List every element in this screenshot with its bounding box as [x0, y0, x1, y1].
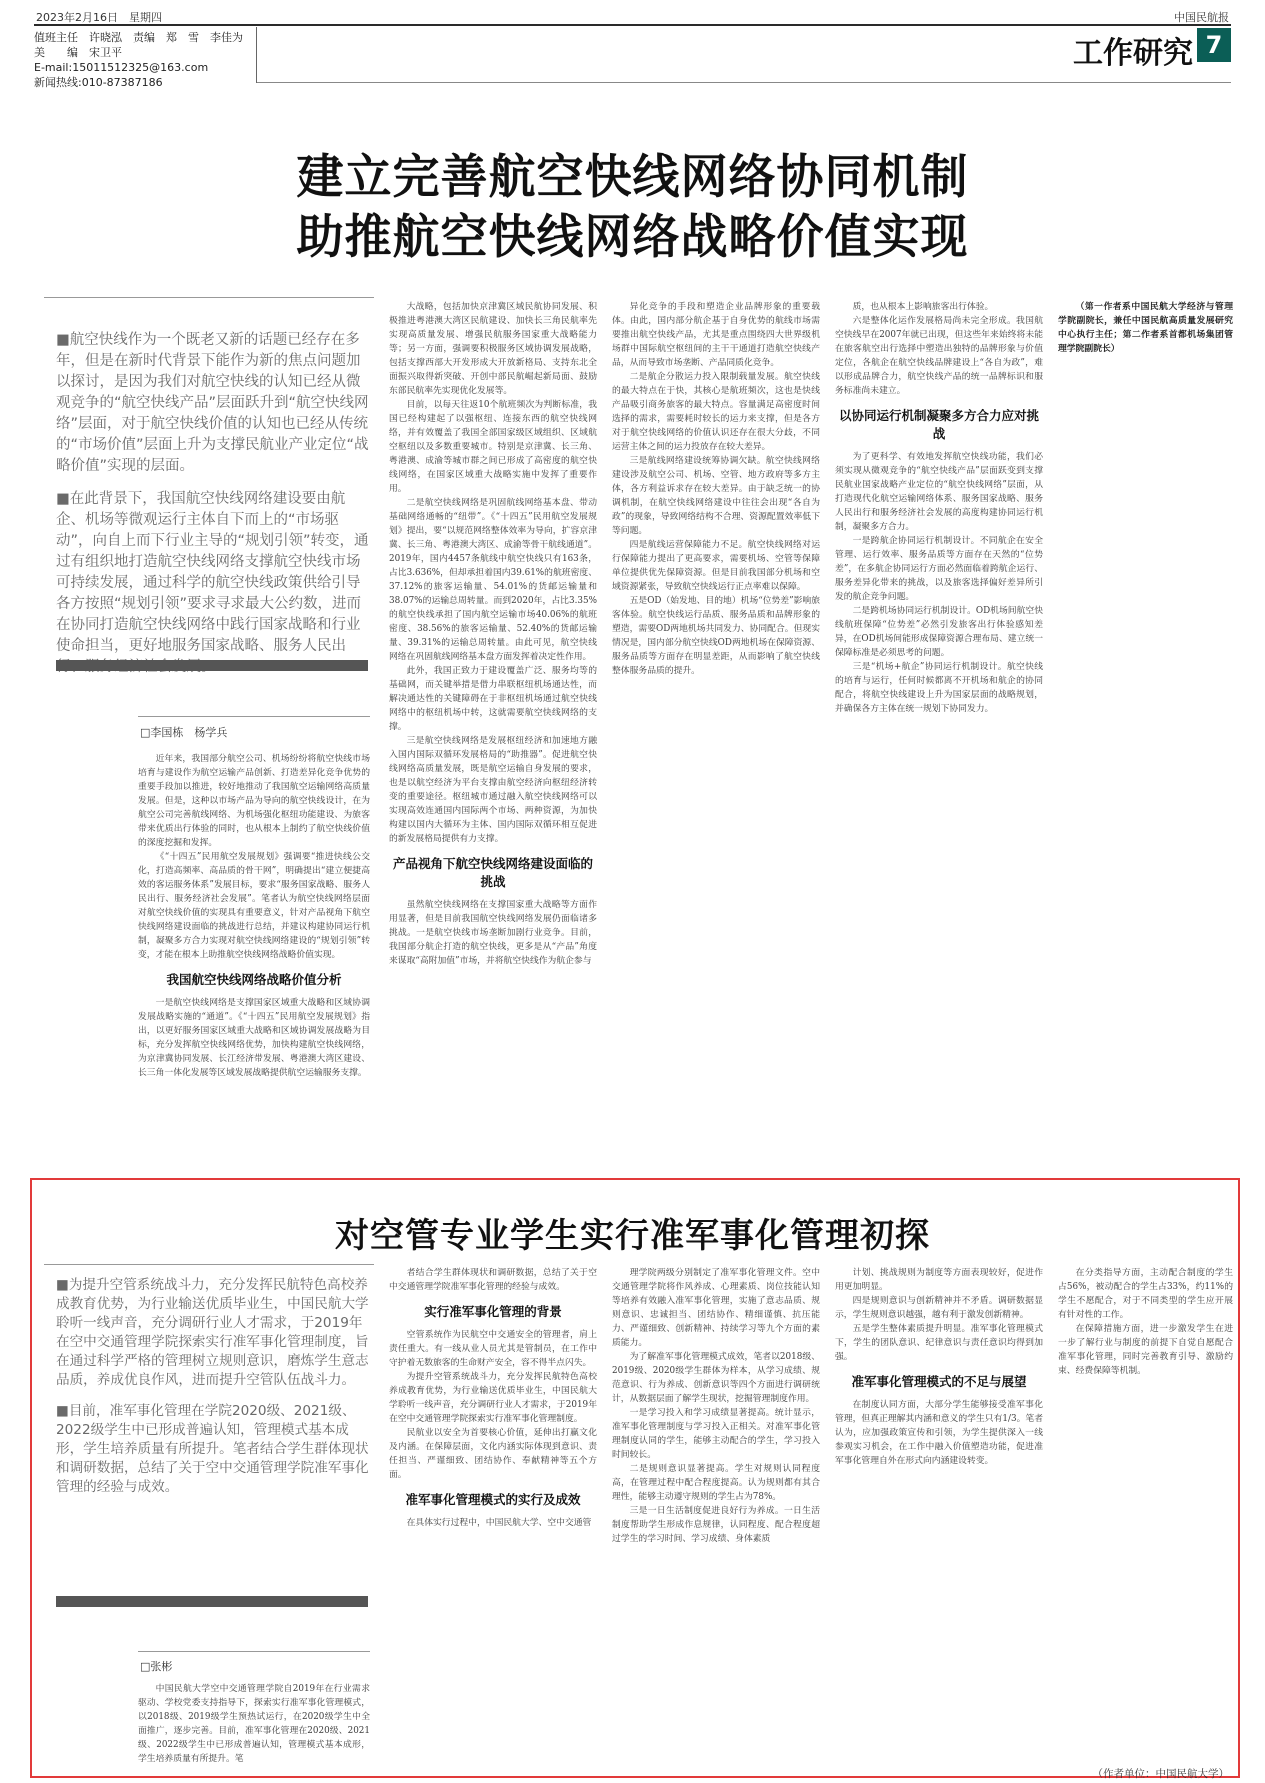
subheading: 准军事化管理模式的实行及成效 [405, 1492, 581, 1507]
body-paragraph: 大战略，包括加快京津冀区域民航协同发展、积极推进粤港澳大湾区民航建设、加快长三角民航率先实现高质量发展、增强民航服务国家重大战略能力等；另一方面，强调要积极服务区域协调发展战略，包括支撑西部大开发形成大开放新格局、支持东北全面振兴取得新突破、开创中部民航崛起新局面、鼓励东部民航率先实现优化发展等。 [389, 302, 597, 396]
body-paragraph: 此外，我国正致力于建设覆盖广泛、服务均等的基础网，而关键举措是借力串联枢纽机场通达性，而解决通达性的关键障碍在于非枢纽机场通过航空快线网络中的枢纽机场中转，这就需要航空快线网络的支撑。 [389, 666, 597, 732]
body-paragraph: 异化竞争的手段和塑造企业品牌形象的重要载体。由此，国内部分航企基于自身优势的航线市场需要推出航空快线产品，尤其是重点围绕四大世界级机场群中国际航空枢纽间的主干干通道打造航空快线产品，从而导致市场垄断、产品同质化竞争。 [612, 302, 820, 368]
body-paragraph: 六是整体化运作发展格局尚未完全形成。我国航空快线早在2007年就已出现，但这些年来始终将未能在旅客航空出行选择中塑造出独特的品牌形象与价值定位，各航企在航空快线品牌建设上“各自为政”，难以形成品牌合力，航空快线产品的统一品牌标识和服务标准尚未建立。 [835, 316, 1043, 396]
body-paragraph: 一是学习投入和学习成绩显著提高。统计显示，准军事化管理制度与学习投入正相关。对准军事化管理制度认同的学生，能够主动配合的学生，学习投入时间较长。 [612, 1408, 820, 1460]
subheading: 实行准军事化管理的背景 [424, 1304, 562, 1319]
body-paragraph: 五是学生整体素质提升明显。准军事化管理模式下，学生的团队意识、纪律意识与责任意识均得到加强。 [835, 1324, 1043, 1362]
article2-column-3 [612, 1266, 820, 1766]
article1-column-1 [138, 752, 370, 1162]
header-subrule [257, 82, 1231, 83]
article2-column-5 [1058, 1266, 1233, 1760]
body-paragraph: 在制度认同方面，大部分学生能够接受准军事化管理，但真正理解其内涵和意义的学生只有1/3。笔者认为，应加强政策宣传和引领，为学生提供深入一线参观实习机会，在工作中融入价值塑造功能，促进准军事化管理自外在形式向内涵建设转变。 [835, 1400, 1043, 1466]
header-divider [256, 27, 257, 83]
body-paragraph: 计划、挑战规则为制度等方面表现较好，促进作用更加明显。 [835, 1268, 1043, 1292]
subheading: 准军事化管理模式的不足与展望 [851, 1374, 1027, 1389]
lede-paragraph: ■航空快线作为一个既老又新的话题已经存在多年，但是在新时代背景下能作为新的焦点问题加以探讨，是因为我们对航空快线的认知已经从微观竞争的“航空快线产品”层面跃升到“航空快线网络”层面，对于航空快线价值的认知也已经从传统的“市场价值”层面上升为支撑民航业产业定位“战略价值”实现的层面。 [56, 332, 369, 474]
article2-title: 对空管专业学生实行准军事化管理初探 [335, 1216, 930, 1256]
body-paragraph: 五是OD（始发地、目的地）机场“位势差”影响旅客体验。航空快线运行品质、服务品质和品牌形象的塑造，需要OD两地机场共同发力、协同配合。但现实情况是，国内部分航空快线OD两地机场在保障资源、服务品质等方面存在明显差距，从而影响了航空快线整体服务品质的提升。 [612, 596, 820, 676]
article2-author-note: （作者单位：中国民航大学） [1092, 1768, 1229, 1780]
body-paragraph: 为了更科学、有效地发挥航空快线功能，我们必须实现从微观竞争的“航空快线产品”层面跃变到支撑民航业国家战略产业定位的“航空快线网络”层面，从打造现代化航空运输网络体系、服务国家战略、服务人民出行和服务经济社会发展的高度构建协同运行机制，凝聚多方合力。 [835, 452, 1043, 532]
body-paragraph: 四是航线运营保障能力不足。航空快线网络对运行保障能力提出了更高要求，需要机场、空管等保障单位提供优先保障资源。但是目前我国部分机场和空域资源紧张，导致航空快线运行正点率难以保障。 [612, 540, 820, 592]
body-paragraph: 二是跨机场协同运行机制设计。OD机场间航空快线航班保障“位势差”必然引发旅客出行体验感知差异，在OD机场间能形成保障资源合理布局、建立统一保障标准是必须思考的问题。 [835, 606, 1043, 658]
article1-lede [56, 330, 370, 690]
body-paragraph: 一是跨航企协同运行机制设计。不同航企在安全管理、运行效率、服务品质等方面存在天然的“位势差”，在多航企协同运行方面必然面临着跨航企运行、服务差异化带来的挑战，以及旅客选择偏好差异所引发的航企竞争问题。 [835, 536, 1043, 602]
body-paragraph: 三是一日生活制度促进良好行为养成。一日生活制度帮助学生形成作息规律，认同程度、配合程度超过学生的学习时间、学习成绩、身体素质 [612, 1506, 820, 1544]
body-paragraph: 三是航线网络建设统筹协调欠缺。航空快线网络建设涉及航空公司、机场、空管、地方政府等多方主体，各方利益诉求存在较大差异。由于缺乏统一的协调机制，在航空快线网络建设中往往会出现“各自为政”的现象，导致网络结构不合理、资源配置效率低下等问题。 [612, 456, 820, 536]
body-paragraph: 三是“机场+航企”协同运行机制设计。航空快线的培育与运行，任何时候都离不开机场和航企的协同配合，将航空快线建设上升为国家层面的战略规划，并确保各方主体在统一规划下协同发力。 [835, 662, 1043, 714]
article1-column-2 [389, 300, 597, 1162]
body-paragraph: 理学院两级分别制定了准军事化管理文件。空中交通管理学院将作风养成、心理素质、岗位技能认知等培养有效融入准军事化管理，实施了意志品质、规则意识、忠诚担当、团结协作、精细谨慎、抗压能力、严谨细致、创新精神、持续学习等九个方面的素质能力。 [612, 1268, 820, 1348]
body-paragraph: 中国民航大学空中交通管理学院自2019年在行业需求驱动、学校党委支持指导下，探索实行准军事化管理模式，以2018级、2019级学生预热试运行，在2020级学生中全面推广，逐步完善。目前，准军事化管理在2020级、2021级、2022级学生中已形成普遍认知，管理模式基本成形，学生培养质量有所提升。笔 [138, 1684, 370, 1764]
paper-name: 中国民航报 [1174, 11, 1229, 24]
article2-byline: □张彬 [140, 1660, 173, 1673]
page-number-badge: 7 [1197, 28, 1231, 62]
article1-title-line1: 建立完善航空快线网络协同机制 [296, 150, 969, 205]
body-paragraph: 一是航空快线网络是支撑国家区域重大战略和区域协调发展战略实施的“通道”。《“十四五”民用航空发展规划》指出，以更好服务国家区域重大战略和区域协调发展战略为目标，充分发挥航空快线网络优势，加快构建航空快线网络，为京津冀协同发展、长江经济带发展、粤港澳大湾区建设、长三角一体化发展等区域发展战略提供航空运输服务支撑。 [138, 998, 370, 1078]
article1-byline: □李国栋 杨学兵 [140, 726, 228, 739]
subheading: 我国航空快线网络战略价值分析 [166, 972, 342, 987]
header-rule [34, 24, 1231, 26]
article2-lede [56, 1276, 372, 1509]
lede-paragraph: ■目前，准军事化管理在学院2020级、2021级、2022级学生中已形成普遍认知，管理模式基本成形，学生培养质量有所提升。笔者结合学生群体现状和调研数据，总结了关于空中交通管理学院准军事化管理的经验与成效。 [56, 1403, 369, 1495]
staff-credits [34, 30, 254, 90]
staff-line: 值班主任 许晓泓 责编 郑 雪 李佳为 [34, 31, 243, 44]
subheading: 产品视角下航空快线网络建设面临的挑战 [392, 856, 593, 889]
body-paragraph: 近年来，我国部分航空公司、机场纷纷将航空快线市场培育与建设作为航空运输产品创新、打造差异化竞争优势的重要手段加以推进，较好地推动了我国航空运输网络高质量发展。但是，这种以市场产品为导向的航空快线设计，在为航空公司完善航线网络、为机场强化枢纽功能建设、为旅客带来优质出行体验的同时，也从根本上制约了航空快线价值的深度挖掘和发挥。 [138, 754, 370, 848]
staff-email: E-mail:15011512325@163.com [34, 61, 209, 74]
body-paragraph: 三是航空快线网络是发展枢纽经济和加速地方融入国内国际双循环发展格局的“助推器”。促进航空快线网络高质量发展，既是航空运输自身发展的要求，也是以航空经济为平台支撑由航空经济向枢纽经济转变的重要途径。枢纽城市通过融入航空快线网络可以实现高效连通国内国际两个市场、两种资源，为加快构建以国内大循环为主体、国内国际双循环相互促进的新发展格局提供有力支撑。 [389, 736, 597, 844]
body-paragraph: 二是航企分散运力投入限制载量发展。航空快线的最大特点在于快，其核心是航班频次，这也是快线产品吸引商务旅客的最大特点。容量满足高密度时间选择的需求，需要耗时较长的运力来支撑，但是各方对于航空快线网络的价值认识还存在很大分歧，不同运营主体之间的运力投放存在较大差异。 [612, 372, 820, 452]
section-title: 工作研究 [1073, 36, 1193, 71]
body-paragraph: 质，也从根本上影响旅客出行体验。 [852, 302, 994, 312]
lede-paragraph: ■为提升空管系统战斗力，充分发挥民航特色高校养成教育优势，为行业输送优质毕业生，中国民航大学聆听一线声音，充分调研行业人才需求，于2019年在空中交通管理学院探索实行准军事化管理制度，旨在通过科学严格的管理树立规则意识，磨炼学生意志品质，养成优良作风，进而提升空管队伍战斗力。 [56, 1277, 369, 1388]
article1-title-line2: 助推航空快线网络战略价值实现 [296, 210, 969, 265]
body-paragraph: 四是规则意识与创新精神并不矛盾。调研数据显示，学生规则意识越强，越有利于激发创新精神。 [835, 1296, 1043, 1320]
lede-paragraph: ■在此背景下，我国航空快线网络建设要由航企、机场等微观运行主体自下而上的“市场驱动”，向自上而下行业主导的“规划引领”转变，通过有组织地打造航空快线网络支撑航空快线市场可持续发展，通过科学的航空快线政策供给引导各方按照“规划引领”要求寻求最大公约数，进而在协同打造航空快线网络中践行国家战略和行业使命担当，更好地服务国家战略、服务人民出 [56, 491, 369, 654]
body-paragraph: 在保障措施方面，进一步激发学生在进一步了解行业与制度的前提下自觉自愿配合准军事化管理，同时完善教育引导、激励约束、经费保障等机制。 [1058, 1324, 1233, 1376]
body-paragraph: 《“十四五”民用航空发展规划》强调要“推进快线公交化，打造高频率、高品质的骨干网”，明确提出“建立便捷高效的客运服务体系”发展目标，要求“服务国家战略、服务人民出行、服务经济社会发展”。笔者认为航空快线网络层面对航空快线价值的实现具有重要意义，针对产品视角下航空快线网络建设面临的挑战进行总结，并建议构建协同运行机制，凝聚多方合力实现对航空快线网络建设的“规划引领”转变，才能在根本上助推航空快线网络战略价值实现。 [138, 852, 370, 960]
body-paragraph: 在分类指导方面，主动配合制度的学生占56%，被动配合的学生占33%，约11%的学生不愿配合，对于不同类型的学生应开展有针对性的工作。 [1058, 1268, 1233, 1320]
lede-bottom-bar [56, 1596, 368, 1607]
subheading: 以协同运行机制凝聚多方合力应对挑战 [838, 408, 1039, 441]
article1-column-5 [1058, 300, 1233, 1162]
byline-rule [138, 716, 370, 717]
staff-hotline: 新闻热线:010-87387186 [34, 76, 163, 89]
body-paragraph: 虽然航空快线网络在支撑国家重大战略等方面作用显著，但是目前我国航空快线网络发展仍面临诸多挑战。一是航空快线市场垄断加剧行业竞争。目前，我国部分航企打造的航空快线，更多是从“产品”角度来谋取“高附加值”市场，并将航空快线作为航企参与 [389, 900, 597, 966]
body-paragraph: 者结合学生群体现状和调研数据，总结了关于空中交通管理学院准军事化管理的经验与成效。 [389, 1268, 597, 1292]
article2-column-1 [138, 1682, 370, 1766]
lede-top-rule [44, 297, 374, 298]
body-paragraph: 空管系统作为民航空中交通安全的管理者，肩上责任重大。有一线从业人员尤其是管制员，在工作中守护着无数旅客的生命财产安全，容不得半点闪失。 [389, 1330, 597, 1368]
body-paragraph: 在具体实行过程中，中国民航大学、空中交通管 [406, 1518, 592, 1528]
column-4-inner [835, 300, 1043, 716]
body-paragraph: 二是规则意识显著提高。学生对规则认同程度高，在管理过程中配合程度提高。认为规则都有其合理性，能够主动遵守规则的学生占为78%。 [612, 1464, 820, 1502]
body-paragraph: 为了解准军事化管理模式成效，笔者以2018级、2019级、2020级学生群体为样本，从学习成绩、规范意识、行为养成、创新意识等四个方面进行调研统计，从数据层面了解学生现状，挖掘管理制度作用。 [612, 1352, 820, 1404]
body-paragraph: 民航业以安全为首要核心价值，延伸出打赢文化及内涵。在保障层面，文化内涵实际体现到意识、责任担当、严谨细致、团结协作、奉献精神等五个方面。 [389, 1428, 597, 1480]
lede-top-rule [44, 1264, 374, 1265]
author-note: （第一作者系中国民航大学经济与管理学院副院长，兼任中国民航高质量发展研究中心执行主任；第二作者系首都机场集团管理学院副院长） [1058, 302, 1233, 354]
issue-date: 2023年2月16日 星期四 [36, 11, 162, 24]
article1-column-3 [612, 300, 820, 1162]
body-paragraph: 二是航空快线网络是巩固航线网络基本盘、带动基础网络通畅的“纽带”。《“十四五”民用航空发展规划》提出，要“以规范网络整体效率为导向，扩容京津冀、长三角、粤港澳大湾区、成渝等骨干航线通道”。2019年，国内4457条航线中航空快线只有163条，占比3.636%，但却承担着国内39.61%的航班密度、37.12%的旅客运输量、54.01%的货邮运输量和38.07%的运输总周转量。而到2020年，占比3.35%的航空快线承担了国内航空运输市场40.06%的航班密度、38.56%的旅客运输量、52.40%的货邮运输量、39.31%的运输总周转量。由此可见，航空快线网络在巩固航线网络基本盘方面发挥着决定性作用。 [389, 498, 597, 662]
lede-bottom-bar [56, 660, 368, 671]
staff-line: 美 编 宋卫平 [34, 46, 122, 59]
body-paragraph: 目前，以每天往返10个航班频次为判断标准，我国已经构建起了以强枢纽、连接东西的航空快线网络，并有效覆盖了我国全部国家级区域组织、区域航空枢纽以及多数重要城市。特别是京津冀、长三角、粤港澳、成渝等城市群之间已形成了高密度的航空快线网络，在国家区域重大战略实施中发挥了重要作用。 [389, 400, 597, 494]
article2-column-4 [835, 1266, 1043, 1766]
byline-rule [138, 1651, 370, 1652]
body-paragraph: 为提升空管系统战斗力，充分发挥民航特色高校养成教育优势，为行业输送优质毕业生，中国民航大学聆听一线声音，充分调研行业人才需求，于2019年在空中交通管理学院探索实行准军事化管理制度。 [389, 1372, 597, 1424]
article2-column-2 [389, 1266, 597, 1766]
